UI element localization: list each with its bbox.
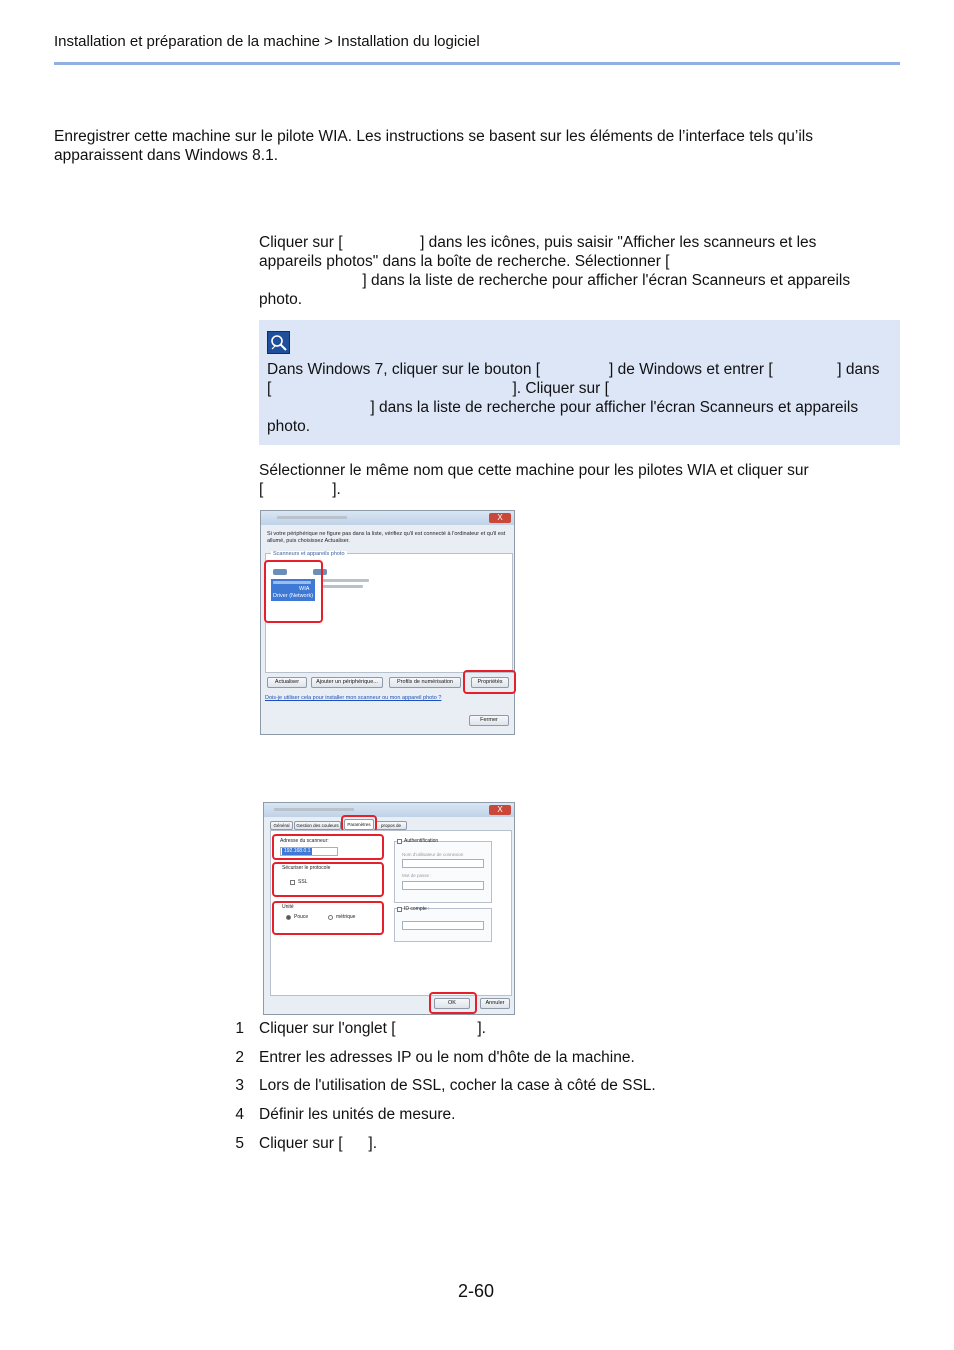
help-link[interactable]: Dois-je utiliser cela pour installer mon scanneur ou mon appareil photo ? <box>265 695 442 701</box>
list-item: Lors de l'utilisation de SSL, cocher la case à côté de SSL. <box>259 1077 656 1094</box>
id-input[interactable] <box>402 921 484 930</box>
ssl-label: SSL <box>298 879 308 885</box>
note-line-2: [ ]. Cliquer sur [ <box>267 380 609 397</box>
scanner-address-label: Adresse du scanneur: <box>280 838 329 844</box>
step-1-line-2: appareils photos" dans la boîte de recherche. Sélectionner [ <box>259 253 670 270</box>
tab-general[interactable]: Général <box>270 821 293 830</box>
unit-label: Unité <box>282 904 294 910</box>
login-input[interactable] <box>402 859 484 868</box>
step-2-text <box>259 461 859 499</box>
tab-about[interactable]: propos de <box>375 821 407 830</box>
ok-button[interactable]: OK <box>434 998 470 1009</box>
dialog-titlebar <box>264 803 514 817</box>
dialog-info-text <box>267 531 507 545</box>
auth-label: Authentification <box>404 838 439 844</box>
list-item: Cliquer sur l'onglet [ ]. <box>259 1020 486 1037</box>
password-input[interactable] <box>402 881 484 890</box>
highlight-ssl <box>272 862 384 897</box>
highlight-ok <box>429 992 477 1014</box>
devices-group-label: Scanneurs et appareils photo <box>273 551 345 557</box>
device-label-wia: WIA <box>299 586 310 592</box>
step-2-line-1: Sélectionner le même nom que cette machine pour les pilotes WIA et cliquer sur <box>259 462 809 479</box>
step-2-line-2: [ ]. <box>259 481 341 498</box>
note-line-4: photo. <box>267 418 311 435</box>
blurred-device-2-name <box>323 579 369 582</box>
login-label: Nom d'utilisateur de connexion <box>402 852 464 857</box>
highlight-address <box>272 834 384 860</box>
info-line-2: allumé, puis choisissez Actualiser. <box>267 538 350 544</box>
id-label: ID compte : <box>404 906 430 912</box>
cancel-button[interactable]: Annuler <box>480 998 510 1009</box>
note-text <box>267 360 892 436</box>
list-item: Entrer les adresses IP ou le nom d'hôte de la machine. <box>259 1049 635 1066</box>
scanners-dialog-screenshot <box>260 510 515 735</box>
id-checkbox[interactable] <box>397 907 402 912</box>
highlight-properties <box>463 670 516 694</box>
unit-inch-label: Pouce <box>294 914 309 920</box>
step-1-text <box>259 233 899 309</box>
tab-settings[interactable]: Paramètres <box>344 819 374 830</box>
password-label: Mot de passe : <box>402 873 432 878</box>
list-number: 3 <box>235 1077 244 1094</box>
step-1-line-1: Cliquer sur [ ] dans les icônes, puis saisir "Afficher les scanneurs et les <box>259 234 817 251</box>
unit-metric-label: métrique <box>336 914 356 920</box>
note-icon <box>267 331 290 354</box>
dialog-close-button[interactable]: X <box>489 805 511 815</box>
refresh-button[interactable]: Actualiser <box>267 677 307 688</box>
list-item: Cliquer sur [ ]. <box>259 1135 378 1152</box>
list-number: 1 <box>235 1020 244 1037</box>
list-number: 4 <box>235 1106 244 1123</box>
intro-text: Enregistrer cette machine sur le pilote WIA. Les instructions se basent sur les éléments de l’interface tels qu’ils apparaissent dans Windows 8.1. <box>54 128 813 164</box>
list-number: 2 <box>235 1049 244 1066</box>
secure-protocol-label: Sécuriser le protocole <box>282 865 331 871</box>
page-number: 2-60 <box>458 1281 495 1301</box>
tab-color-management[interactable]: Gestion des couleurs <box>294 821 341 830</box>
list-item: Définir les unités de mesure. <box>259 1106 456 1123</box>
note-line-1: Dans Windows 7, cliquer sur le bouton [ ] de Windows et entrer [ ] dans <box>267 361 880 378</box>
blurred-device-2-name <box>323 585 363 588</box>
dialog-titlebar <box>261 511 514 525</box>
close-button[interactable]: Fermer <box>469 715 509 726</box>
header-rule <box>54 62 900 65</box>
step-1-line-3: ] dans la liste de recherche pour afficher l'écran Scanneurs et appareils <box>259 272 851 289</box>
device-label-driver: Driver (Network) <box>273 593 314 599</box>
auth-checkbox[interactable] <box>397 839 402 844</box>
properties-dialog-screenshot <box>263 802 515 1015</box>
add-device-button[interactable]: Ajouter un périphérique... <box>311 677 383 688</box>
blurred-title <box>277 516 347 519</box>
scanner-address-value: 192.168.0.1 <box>284 848 311 854</box>
properties-button[interactable]: Propriétés <box>471 677 509 688</box>
highlight-device <box>264 560 323 623</box>
list-number: 5 <box>235 1135 244 1152</box>
breadcrumb: Installation et préparation de la machine > Installation du logiciel <box>54 33 480 50</box>
note-line-3: ] dans la liste de recherche pour afficher l'écran Scanneurs et appareils <box>267 399 859 416</box>
info-line-1: Si votre périphérique ne figure pas dans la liste, vérifiez qu'il est connecté à l'ordinateur et qu'il est <box>267 531 506 537</box>
note-icon-graphic <box>268 332 289 353</box>
scan-profiles-button[interactable]: Profils de numérisation <box>389 677 461 688</box>
blurred-title <box>274 808 354 811</box>
step-1-line-4: photo. <box>259 291 303 308</box>
highlight-unit <box>272 901 384 935</box>
dialog-close-button[interactable]: X <box>489 513 511 523</box>
